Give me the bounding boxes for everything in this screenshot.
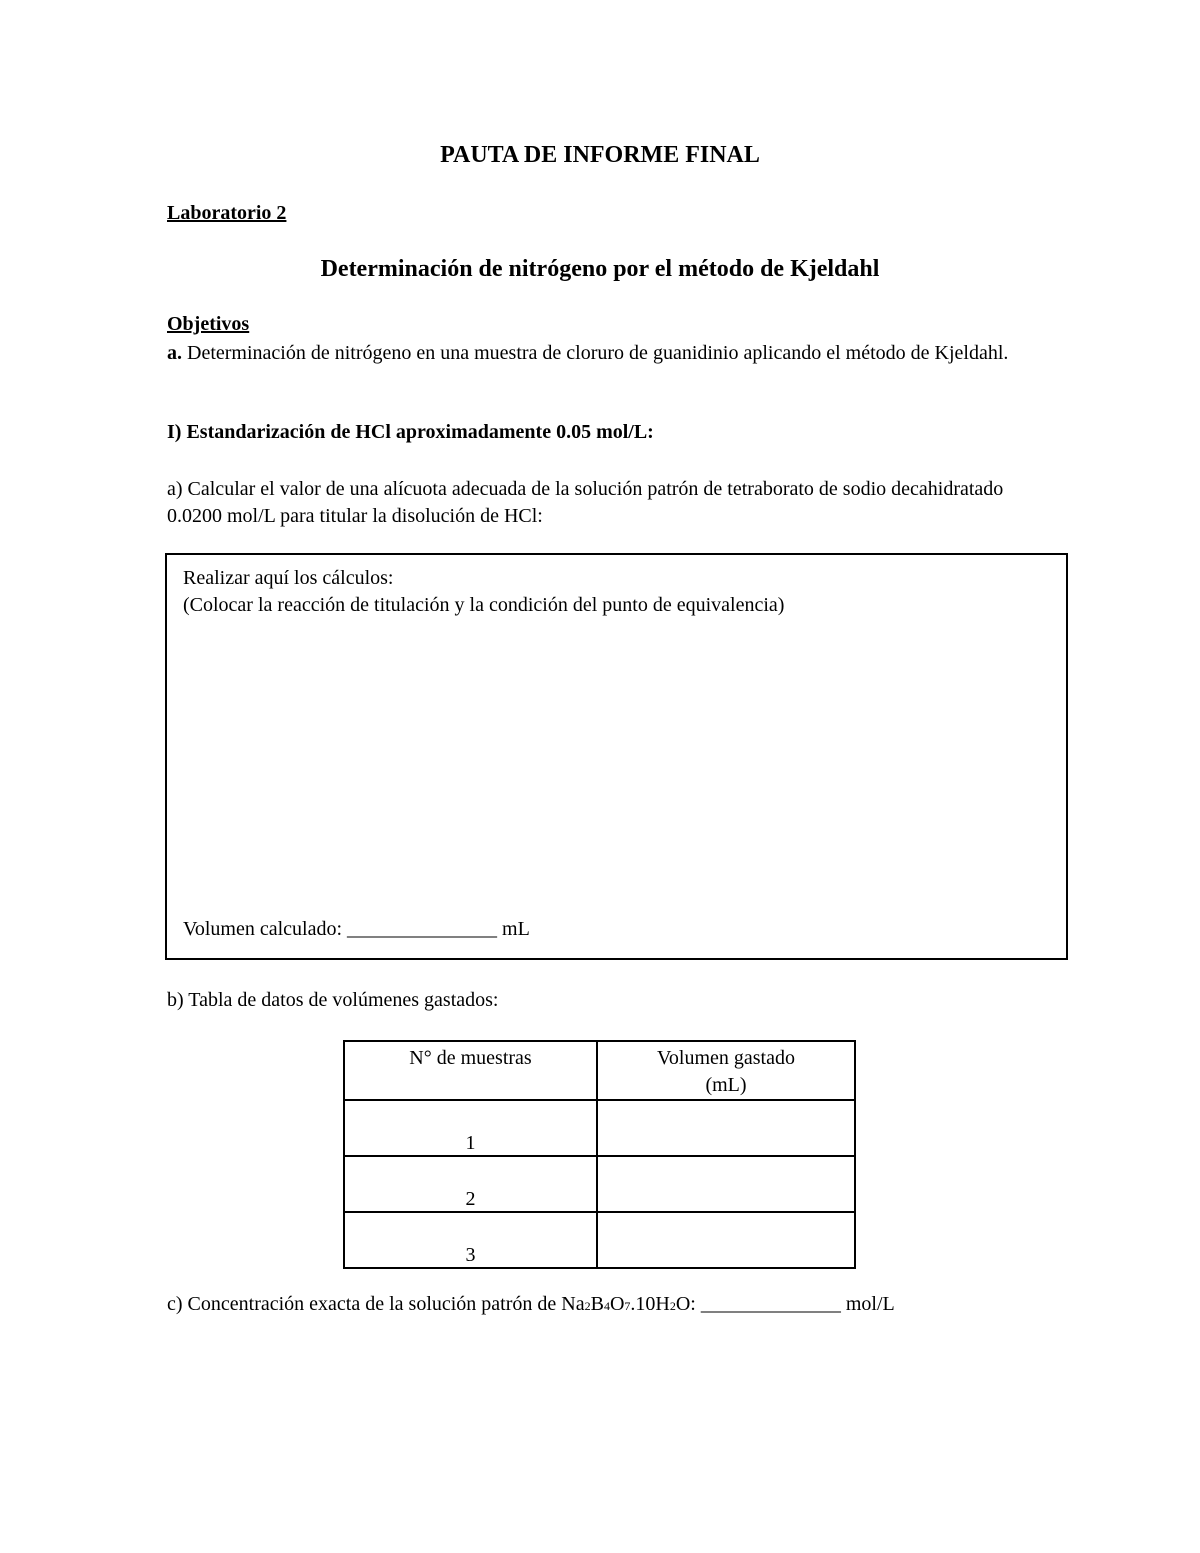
formula-part: .10H (630, 1293, 670, 1315)
objective-item-a (167, 340, 1047, 367)
objective-text: Determinación de nitrógeno en una muestra de cloruro de guanidinio aplicando el método de Kjeldahl. (182, 342, 1009, 364)
table-row (344, 1100, 855, 1156)
calculation-box[interactable] (165, 553, 1068, 960)
volume-cell[interactable] (597, 1156, 855, 1212)
formula-subscript: 4 (603, 1299, 610, 1313)
header-volume-line2: (mL) (705, 1074, 747, 1096)
sample-number-cell: 2 (344, 1156, 597, 1212)
item-b-text: b) Tabla de datos de volúmenes gastados: (167, 989, 499, 1011)
sample-number-cell: 3 (344, 1212, 597, 1268)
item-c-suffix: O: ______________ mol/L (675, 1293, 895, 1315)
header-volume-spent (597, 1041, 855, 1100)
header-sample-number: N° de muestras (344, 1041, 597, 1100)
table-row (344, 1212, 855, 1268)
document-title: PAUTA DE INFORME FINAL (440, 142, 760, 168)
calculated-volume-line: Volumen calculado: _______________ mL (183, 918, 530, 940)
table-row (344, 1156, 855, 1212)
volume-cell[interactable] (597, 1212, 855, 1268)
header-volume-line1: Volumen gastado (657, 1047, 795, 1069)
objective-marker: a. (167, 342, 182, 364)
formula-part: O (609, 1293, 625, 1315)
objectives-heading: Objetivos (167, 313, 250, 335)
volumes-table (343, 1040, 856, 1269)
formula-subscript: 7 (624, 1299, 631, 1313)
section-1-heading: I) Estandarización de HCl aproximadamente 0.05 mol/L: (167, 421, 654, 443)
lab-label: Laboratorio 2 (167, 202, 287, 224)
volume-cell[interactable] (597, 1100, 855, 1156)
calc-box-hint: (Colocar la reacción de titulación y la condición del punto de equivalencia) (183, 594, 785, 616)
item-c-text (167, 1293, 895, 1316)
sample-number-cell: 1 (344, 1100, 597, 1156)
formula-part: B (590, 1293, 604, 1315)
document-subtitle: Determinación de nitrógeno por el método de Kjeldahl (320, 256, 880, 282)
item-c-prefix: c) Concentración exacta de la solución patrón de Na (167, 1293, 585, 1315)
calc-box-instruction: Realizar aquí los cálculos: (183, 567, 394, 589)
formula-subscript: 2 (669, 1299, 676, 1313)
formula-subscript: 2 (584, 1299, 591, 1313)
item-a-text: a) Calcular el valor de una alícuota adecuada de la solución patrón de tetraborato de sodio decahidratado 0.0200 mol/L para titular la disolución de HCl: (167, 478, 1004, 527)
table-header-row (344, 1041, 855, 1100)
